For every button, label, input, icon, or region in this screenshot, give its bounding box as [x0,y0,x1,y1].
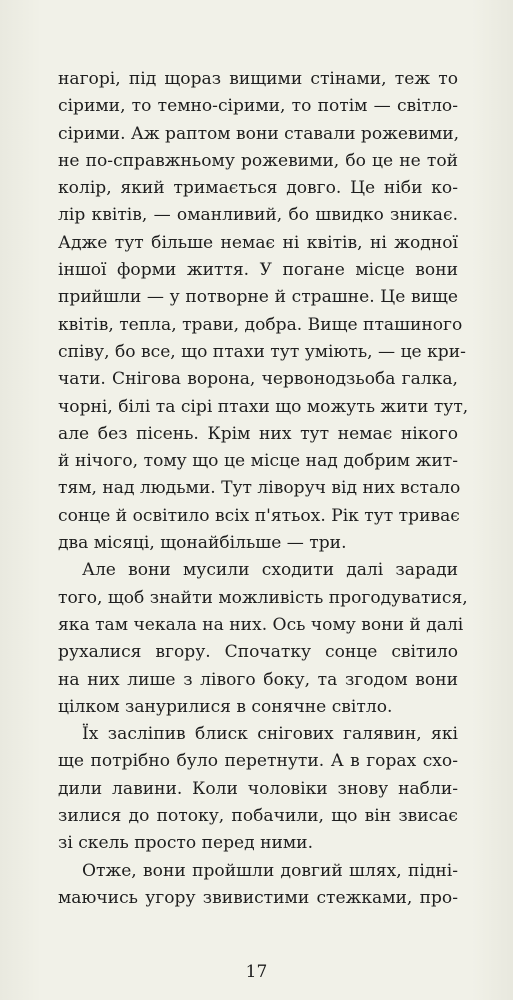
text-line: сірими. Аж раптом вони ставали рожевими, [58,123,460,144]
text-line: квітів, тепла, трави, добра. Вище пташиного [58,314,463,335]
paragraph [58,557,468,721]
text-line: Адже тут більше немає ні квітів, ні жодної [58,232,458,253]
text-line: чати. Снігова ворона, червонодзьоба галка, [58,369,458,390]
page-number: 17 [245,962,268,982]
text-line: колір, який тримається довго. Це ніби ко- [58,178,458,199]
text-line: Отже, вони пройшли довгий шлях, підні- [82,860,458,881]
paragraph [58,721,458,857]
text-line: сірими, то темно-сірими, то потім — світло- [58,96,458,117]
text-line: зилися до потоку, побачили, що він звисає [58,806,458,827]
text-line: співу, бо все, що птахи тут уміють, — це кри- [58,341,466,362]
text-line: цілком занурилися в сонячне світло. [58,696,393,717]
text-line: того, щоб знайти можливість прогодуватися, [58,587,468,608]
text-line: на них лише з лівого боку, та згодом вони [58,669,458,690]
paragraph [58,858,458,913]
text-line: нагорі, під щораз вищими стінами, теж то [58,69,458,89]
text-line: прийшли — у потворне й страшне. Це вище [58,287,458,308]
text-line: маючись угору звивистими стежками, про- [58,887,458,908]
text-line: дили лавини. Коли чоловіки знову набли- [58,778,458,799]
text-line: чорні, білі та сірі птахи що можуть жити тут, [58,396,469,417]
text-line: іншої форми життя. У погане місце вони [58,260,458,281]
text-line: тям, над людьми. Тут ліворуч від них встало [58,478,461,499]
body-text [58,66,469,912]
text-line: Їх засліпив блиск снігових галявин, які [82,724,458,745]
text-line: зі скель просто перед ними. [58,833,314,854]
text-line: Але вони мусили сходити далі заради [82,560,458,581]
text-line: сонце й освітило всіх п'ятьох. Рік тут триває [58,505,460,526]
paragraph [58,66,469,557]
text-line: два місяці, щонайбільше — три. [58,533,347,554]
text-line: яка там чекала на них. Ось чому вони й далі [58,614,464,635]
text-line: не по-справжньому рожевими, бо це не той [58,150,458,171]
text-line: але без пісень. Крім них тут немає нікого [58,423,458,444]
text-line: й нічого, тому що це місце над добрим жит- [58,451,458,472]
text-line: лір квітів, — оманливий, бо швидко зникає. [58,205,458,226]
text-line: рухалися вгору. Спочатку сонце світило [58,642,458,663]
text-line: ще потрібно було перетнути. А в горах схо- [58,751,458,772]
